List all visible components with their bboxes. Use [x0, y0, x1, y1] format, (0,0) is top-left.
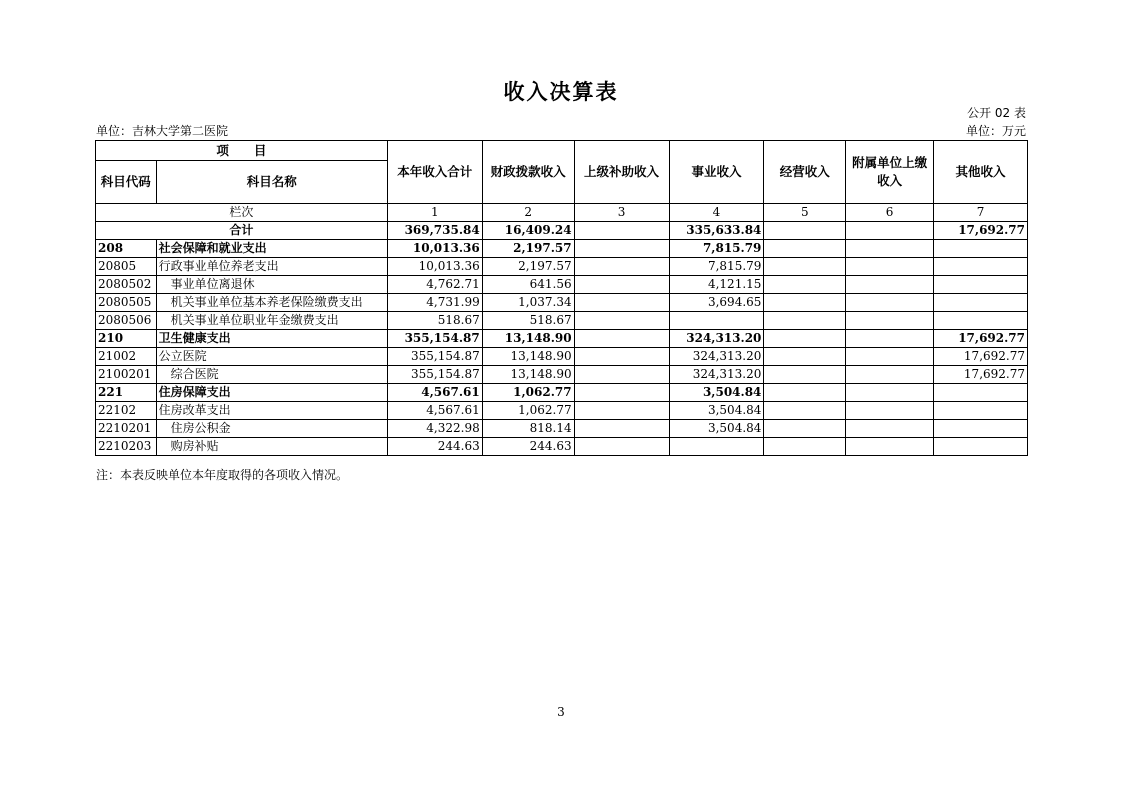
amount-cell [846, 312, 934, 330]
subject-name: 卫生健康支出 [156, 330, 387, 348]
total-value: 17,692.77 [934, 222, 1028, 240]
total-label: 合计 [96, 222, 388, 240]
amount-cell [574, 348, 669, 366]
total-row [96, 222, 1028, 240]
amount-cell: 13,148.90 [482, 348, 574, 366]
header-item: 项 目 [96, 141, 388, 161]
amount-cell [574, 312, 669, 330]
table-row [96, 258, 1028, 276]
table-row [96, 402, 1028, 420]
amount-cell [764, 348, 846, 366]
amount-cell [764, 240, 846, 258]
subject-code: 2080502 [96, 276, 157, 294]
form-number: 公开 02 表 [967, 106, 1026, 120]
amount-cell [764, 366, 846, 384]
column-number-row [96, 204, 1028, 222]
amount-cell: 518.67 [387, 312, 482, 330]
table-row [96, 366, 1028, 384]
amount-cell [846, 240, 934, 258]
amount-cell: 4,731.99 [387, 294, 482, 312]
income-table [95, 140, 1028, 456]
subject-code: 208 [96, 240, 157, 258]
amount-cell: 3,504.84 [669, 420, 764, 438]
amount-cell: 3,504.84 [669, 384, 764, 402]
amount-cell: 13,148.90 [482, 330, 574, 348]
header-superior: 上级补助收入 [574, 141, 669, 204]
header-subsidiary: 附属单位上缴收入 [846, 141, 934, 204]
amount-cell [934, 312, 1028, 330]
unit-name: 单位：吉林大学第二医院 [96, 124, 229, 138]
table-row [96, 294, 1028, 312]
column-number: 1 [387, 204, 482, 222]
amount-cell: 17,692.77 [934, 330, 1028, 348]
amount-cell [934, 402, 1028, 420]
currency-unit: 单位：万元 [965, 124, 1026, 138]
amount-cell [846, 330, 934, 348]
amount-cell: 7,815.79 [669, 240, 764, 258]
amount-cell [764, 294, 846, 312]
amount-cell: 10,013.36 [387, 240, 482, 258]
table-row [96, 276, 1028, 294]
amount-cell [934, 438, 1028, 456]
amount-cell: 244.63 [387, 438, 482, 456]
amount-cell [574, 420, 669, 438]
total-value: 335,633.84 [669, 222, 764, 240]
amount-cell [846, 258, 934, 276]
subject-name: 公立医院 [156, 348, 387, 366]
table-row [96, 348, 1028, 366]
amount-cell [574, 402, 669, 420]
amount-cell: 324,313.20 [669, 366, 764, 384]
amount-cell [764, 258, 846, 276]
table-row [96, 438, 1028, 456]
page-number: 3 [557, 705, 565, 719]
column-number: 2 [482, 204, 574, 222]
amount-cell: 17,692.77 [934, 348, 1028, 366]
amount-cell: 4,322.98 [387, 420, 482, 438]
column-number: 4 [669, 204, 764, 222]
subject-code: 2100201 [96, 366, 157, 384]
amount-cell [764, 438, 846, 456]
amount-cell: 244.63 [482, 438, 574, 456]
amount-cell [846, 402, 934, 420]
amount-cell: 355,154.87 [387, 366, 482, 384]
table-row [96, 240, 1028, 258]
subject-name: 住房保障支出 [156, 384, 387, 402]
header-other: 其他收入 [934, 141, 1028, 204]
amount-cell [764, 384, 846, 402]
amount-cell: 3,504.84 [669, 402, 764, 420]
header-operation: 经营收入 [764, 141, 846, 204]
amount-cell [846, 438, 934, 456]
total-value: 369,735.84 [387, 222, 482, 240]
amount-cell [764, 312, 846, 330]
amount-cell: 518.67 [482, 312, 574, 330]
table-note: 注：本表反映单位本年度取得的各项收入情况。 [96, 468, 349, 482]
header-code: 科目代码 [96, 161, 157, 204]
amount-cell [574, 384, 669, 402]
amount-cell [934, 420, 1028, 438]
table-row [96, 312, 1028, 330]
amount-cell [934, 294, 1028, 312]
amount-cell [846, 348, 934, 366]
amount-cell [846, 366, 934, 384]
column-number: 3 [574, 204, 669, 222]
subject-name: 机关事业单位基本养老保险缴费支出 [156, 294, 387, 312]
amount-cell [934, 240, 1028, 258]
amount-cell [574, 240, 669, 258]
amount-cell [934, 276, 1028, 294]
header-name: 科目名称 [156, 161, 387, 204]
amount-cell [574, 276, 669, 294]
amount-cell [846, 420, 934, 438]
column-number: 7 [934, 204, 1028, 222]
amount-cell: 2,197.57 [482, 258, 574, 276]
amount-cell: 1,037.34 [482, 294, 574, 312]
amount-cell: 1,062.77 [482, 384, 574, 402]
amount-cell [574, 366, 669, 384]
amount-cell [764, 402, 846, 420]
subject-code: 2080506 [96, 312, 157, 330]
subject-name: 住房公积金 [156, 420, 387, 438]
amount-cell [574, 258, 669, 276]
amount-cell: 7,815.79 [669, 258, 764, 276]
amount-cell: 4,567.61 [387, 402, 482, 420]
subject-code: 210 [96, 330, 157, 348]
amount-cell [846, 294, 934, 312]
subject-name: 机关事业单位职业年金缴费支出 [156, 312, 387, 330]
amount-cell: 3,694.65 [669, 294, 764, 312]
amount-cell: 355,154.87 [387, 348, 482, 366]
amount-cell [934, 258, 1028, 276]
subject-name: 事业单位离退休 [156, 276, 387, 294]
amount-cell [764, 276, 846, 294]
subject-name: 行政事业单位养老支出 [156, 258, 387, 276]
amount-cell: 324,313.20 [669, 330, 764, 348]
amount-cell: 17,692.77 [934, 366, 1028, 384]
amount-cell: 4,567.61 [387, 384, 482, 402]
amount-cell [846, 384, 934, 402]
subject-name: 综合医院 [156, 366, 387, 384]
subject-name: 社会保障和就业支出 [156, 240, 387, 258]
amount-cell [574, 294, 669, 312]
subject-code: 21002 [96, 348, 157, 366]
header-total: 本年收入合计 [387, 141, 482, 204]
amount-cell [574, 438, 669, 456]
header-business: 事业收入 [669, 141, 764, 204]
table-row [96, 330, 1028, 348]
column-number: 5 [764, 204, 846, 222]
amount-cell: 324,313.20 [669, 348, 764, 366]
amount-cell [574, 330, 669, 348]
subject-name: 购房补贴 [156, 438, 387, 456]
subject-code: 2080505 [96, 294, 157, 312]
subject-code: 221 [96, 384, 157, 402]
subject-code: 22102 [96, 402, 157, 420]
total-value [764, 222, 846, 240]
table-row [96, 420, 1028, 438]
amount-cell: 13,148.90 [482, 366, 574, 384]
amount-cell: 2,197.57 [482, 240, 574, 258]
amount-cell [934, 384, 1028, 402]
amount-cell: 10,013.36 [387, 258, 482, 276]
subject-name: 住房改革支出 [156, 402, 387, 420]
amount-cell [764, 330, 846, 348]
amount-cell [669, 312, 764, 330]
amount-cell: 4,762.71 [387, 276, 482, 294]
table-row [96, 384, 1028, 402]
column-number: 6 [846, 204, 934, 222]
amount-cell: 355,154.87 [387, 330, 482, 348]
page-title: 收入决算表 [503, 79, 619, 104]
amount-cell [764, 420, 846, 438]
subject-code: 20805 [96, 258, 157, 276]
header-fiscal: 财政拨款收入 [482, 141, 574, 204]
amount-cell: 1,062.77 [482, 402, 574, 420]
total-value [846, 222, 934, 240]
amount-cell: 818.14 [482, 420, 574, 438]
column-number-label: 栏次 [96, 204, 388, 222]
amount-cell [669, 438, 764, 456]
amount-cell [846, 276, 934, 294]
amount-cell: 641.56 [482, 276, 574, 294]
subject-code: 2210203 [96, 438, 157, 456]
total-value: 16,409.24 [482, 222, 574, 240]
total-value [574, 222, 669, 240]
amount-cell: 4,121.15 [669, 276, 764, 294]
subject-code: 2210201 [96, 420, 157, 438]
